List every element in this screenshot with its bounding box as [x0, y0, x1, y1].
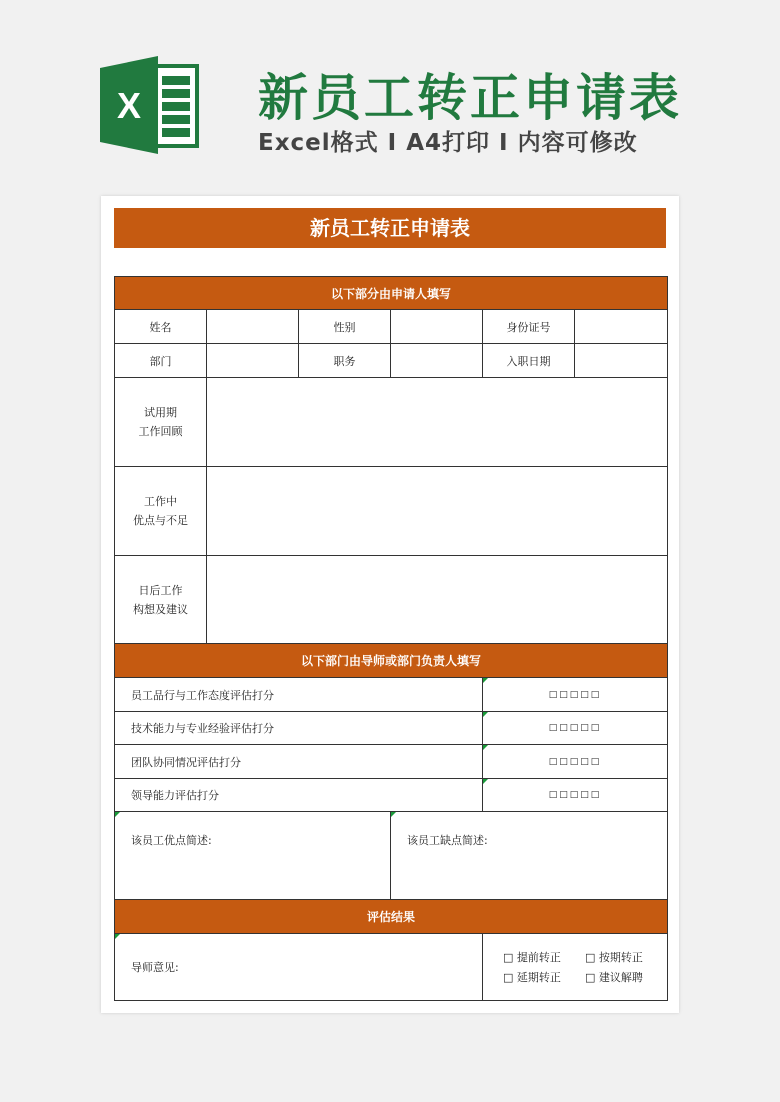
- input-id-number[interactable]: [575, 310, 668, 344]
- input-probation-review[interactable]: [207, 378, 668, 467]
- page-subtitle: Excel格式 I A4打印 I 内容可修改: [258, 130, 638, 156]
- label-id-number: 身份证号: [483, 310, 575, 344]
- form-sheet: [101, 196, 679, 1013]
- input-position[interactable]: [391, 344, 483, 378]
- section-result-header: 评估结果: [115, 900, 668, 934]
- option-early[interactable]: □ 提前转正: [503, 951, 561, 964]
- weaknesses-field[interactable]: 该员工缺点简述:: [391, 812, 668, 900]
- score-label: 技术能力与专业经验评估打分: [115, 712, 483, 745]
- input-gender[interactable]: [391, 310, 483, 344]
- option-on-time[interactable]: □ 按期转正: [585, 951, 643, 964]
- score-label: 员工品行与工作态度评估打分: [115, 678, 483, 712]
- option-dismiss[interactable]: □ 建议解聘: [585, 971, 643, 984]
- score-rating[interactable]: □□□□□: [483, 745, 668, 779]
- strengths-field[interactable]: 该员工优点简述:: [115, 812, 391, 900]
- excel-logo-icon: [100, 56, 200, 154]
- label-probation-review: 试用期 工作回顾: [115, 378, 207, 467]
- input-future-plans[interactable]: [207, 556, 668, 644]
- label-future-plans: 日后工作 构想及建议: [115, 556, 207, 644]
- input-strengths-weaknesses[interactable]: [207, 467, 668, 556]
- label-department: 部门: [115, 344, 207, 378]
- label-gender: 性别: [299, 310, 391, 344]
- score-rating[interactable]: □□□□□: [483, 712, 668, 745]
- score-rating[interactable]: □□□□□: [483, 678, 668, 712]
- label-hire-date: 入职日期: [483, 344, 575, 378]
- score-label: 领导能力评估打分: [115, 779, 483, 812]
- input-department[interactable]: [207, 344, 299, 378]
- label-position: 职务: [299, 344, 391, 378]
- result-options: [483, 934, 668, 1001]
- score-label: 团队协同情况评估打分: [115, 745, 483, 779]
- section-mentor-header: 以下部门由导师或部门负责人填写: [115, 644, 668, 678]
- mentor-opinion-field[interactable]: 导师意见:: [115, 934, 483, 1001]
- page-title: 新员工转正申请表: [258, 69, 682, 127]
- label-strengths-weaknesses: 工作中 优点与不足: [115, 467, 207, 556]
- section-applicant-header: 以下部分由申请人填写: [115, 277, 668, 310]
- application-form-table: [114, 276, 668, 1001]
- svg-text:X: X: [116, 85, 142, 126]
- input-hire-date[interactable]: [575, 344, 668, 378]
- score-rating[interactable]: □□□□□: [483, 779, 668, 812]
- input-name[interactable]: [207, 310, 299, 344]
- label-name: 姓名: [115, 310, 207, 344]
- form-title: 新员工转正申请表: [114, 208, 666, 248]
- option-delayed[interactable]: □ 延期转正: [503, 971, 561, 984]
